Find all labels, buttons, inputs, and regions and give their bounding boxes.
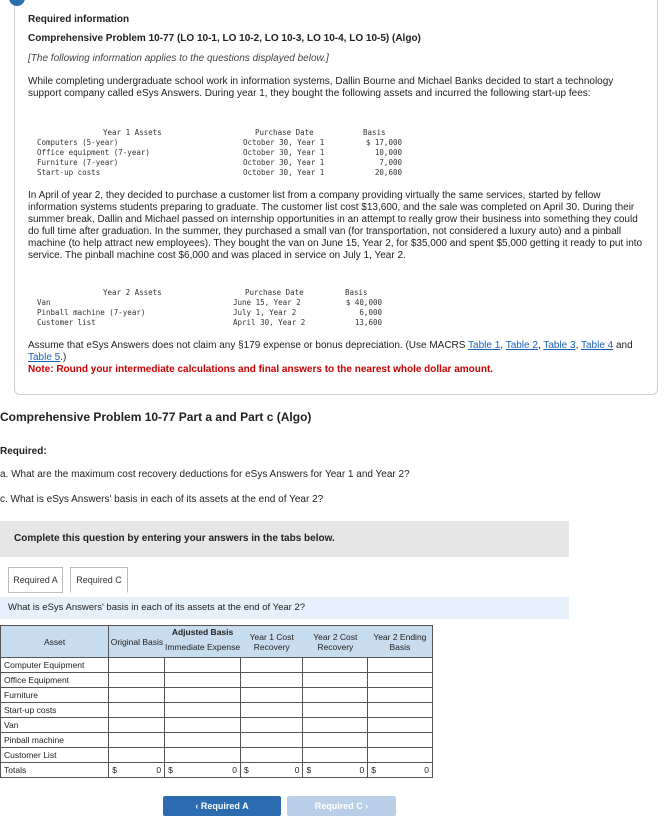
input-year1-recovery[interactable]	[240, 733, 303, 748]
prev-required-a-button[interactable]	[163, 796, 281, 816]
row-asset-label: Office Equipment	[1, 673, 109, 688]
input-ending-basis[interactable]	[368, 688, 433, 703]
total-value: 0	[424, 765, 429, 775]
info-marker-icon	[9, 0, 25, 6]
total-year1-recovery	[240, 763, 303, 778]
year1-row-asset: Office equipment (7-year)	[37, 148, 150, 157]
input-immediate-expense[interactable]	[165, 733, 241, 748]
total-value: 0	[156, 765, 162, 775]
total-value: 0	[359, 765, 365, 775]
part-title: Comprehensive Problem 10-77 Part a and Part c (Algo)	[0, 410, 312, 424]
year1-row-date: October 30, Year 1	[243, 158, 325, 167]
info-heading: Required information	[28, 14, 130, 25]
year2-row-asset: Pinball machine (7-year)	[37, 308, 146, 317]
input-year1-recovery[interactable]	[240, 703, 303, 718]
input-year2-recovery[interactable]	[303, 733, 368, 748]
table-1-link[interactable]: Table 1	[468, 340, 501, 351]
input-year2-recovery[interactable]	[303, 718, 368, 733]
year1-row-date: October 30, Year 1	[243, 148, 325, 157]
tab-required-c[interactable]: Required C	[70, 567, 128, 593]
header-immediate-expense: Immediate Expense	[165, 638, 241, 658]
year2-row-asset: Van	[37, 298, 51, 307]
total-value: 0	[232, 765, 237, 775]
total-ending-basis	[368, 763, 433, 778]
requirement-c: c. What is eSys Answers' basis in each of its assets at the end of Year 2?	[0, 494, 324, 505]
year1-row-date: October 30, Year 1	[243, 168, 325, 177]
input-year1-recovery[interactable]	[240, 673, 303, 688]
year1-row-basis: 10,000	[374, 148, 402, 157]
input-ending-basis[interactable]	[368, 748, 433, 763]
year1-assets-table	[37, 128, 417, 180]
year1-row-basis: 7,000	[379, 158, 402, 167]
row-asset-label: Computer Equipment	[1, 658, 109, 673]
intro-paragraph: While completing undergraduate school work in information systems, Dallin Bourne and Michael Banks decided to start a technology support company called eSys Answers. During year 1, they bought the following assets and incurred the following start-up fees:	[28, 76, 614, 99]
currency-sign: $	[168, 765, 173, 775]
chevron-right-icon: ›	[365, 801, 369, 811]
year2-row-basis: 6,000	[359, 308, 382, 317]
year2-row-basis: 13,600	[354, 318, 382, 327]
table-5-link[interactable]: Table 5	[28, 352, 61, 363]
currency-sign: $	[371, 765, 376, 775]
currency-sign: $	[306, 765, 312, 775]
header-year2-recovery: Year 2 Cost Recovery	[303, 626, 368, 658]
year1-row-basis: $ 17,000	[365, 138, 402, 147]
header-asset: Asset	[1, 626, 109, 658]
requirement-a: a. What are the maximum cost recovery deductions for eSys Answers for Year 1 and Year 2?	[0, 469, 410, 480]
input-ending-basis[interactable]	[368, 718, 433, 733]
input-immediate-expense[interactable]	[165, 673, 241, 688]
year2-row-date: April 30, Year 2	[233, 318, 306, 327]
row-asset-label: Furniture	[1, 688, 109, 703]
chevron-left-icon: ‹	[195, 801, 199, 811]
input-original-basis[interactable]	[109, 673, 165, 688]
prev-button-label: Required A	[200, 801, 249, 811]
input-immediate-expense[interactable]	[165, 718, 241, 733]
required-label: Required:	[0, 446, 47, 457]
input-year2-recovery[interactable]	[303, 673, 368, 688]
year2-header-asset: Year 2 Assets	[103, 288, 162, 297]
total-immediate-expense	[165, 763, 241, 778]
currency-sign: $	[243, 765, 249, 775]
problem-title: Comprehensive Problem 10-77 (LO 10-1, LO 10-2, LO 10-3, LO 10-4, LO 10-5) (Algo)	[28, 33, 421, 44]
next-required-c-button[interactable]	[287, 796, 396, 816]
header-adjusted-basis: Adjusted Basis	[165, 626, 241, 638]
year1-header-basis: Basis	[363, 128, 386, 137]
complete-instruction: Complete this question by entering your answers in the tabs below.	[14, 533, 335, 544]
currency-sign: $	[112, 765, 117, 775]
input-original-basis[interactable]	[109, 658, 165, 673]
instruction-band	[0, 521, 569, 557]
information-panel	[14, 0, 658, 395]
input-year1-recovery[interactable]	[240, 718, 303, 733]
year1-row-asset: Furniture (7-year)	[37, 158, 119, 167]
input-original-basis[interactable]	[109, 688, 165, 703]
header-original-basis: Original Basis	[109, 626, 165, 658]
year1-row-asset: Computers (5-year)	[37, 138, 119, 147]
row-asset-label: Start-up costs	[1, 703, 109, 718]
input-ending-basis[interactable]	[368, 733, 433, 748]
total-value: 0	[294, 765, 300, 775]
year2-header-basis: Basis	[345, 288, 368, 297]
total-year2-recovery	[303, 763, 368, 778]
year2-header-date: Purchase Date	[245, 288, 304, 297]
year1-header-asset: Year 1 Assets	[103, 128, 162, 137]
input-original-basis[interactable]	[109, 718, 165, 733]
year2-row-asset: Customer list	[37, 318, 96, 327]
input-original-basis[interactable]	[109, 703, 165, 718]
year1-row-date: October 30, Year 1	[243, 138, 325, 147]
year2-assets-table	[37, 288, 417, 330]
next-button-label: Required C	[314, 801, 363, 811]
input-year1-recovery[interactable]	[240, 688, 303, 703]
input-original-basis[interactable]	[109, 733, 165, 748]
input-immediate-expense[interactable]	[165, 703, 241, 718]
row-asset-label: Pinball machine	[1, 733, 109, 748]
input-ending-basis[interactable]	[368, 658, 433, 673]
input-year1-recovery[interactable]	[240, 748, 303, 763]
header-ending-basis: Year 2 Ending Basis	[368, 626, 433, 658]
input-ending-basis[interactable]	[368, 703, 433, 718]
year2-row-date: July 1, Year 2	[233, 308, 297, 317]
assume-text: Assume that eSys Answers does not claim any §179 expense or bonus depreciation. (Use MACRS	[28, 340, 469, 351]
question-bar	[0, 597, 569, 619]
row-asset-label: Customer List	[1, 748, 109, 763]
table-2-link[interactable]: Table 2	[505, 340, 538, 351]
year2-paragraph: In April of year 2, they decided to purchase a customer list from a company providing virtually the same services, started by fellow information systems students preparing to graduate. The customer list cost $13,600, and the sale was completed on April 30. During their summer break, Dallin and Michael passed on internship opportunities in an attempt to really grow their business into something they could do full time after graduation. In the summer, they purchased a small van (for transportation, not considered a luxury auto) and a pinball machine (to help attract new employees). They bought the van on June 15, Year 2, for $35,000 and spent $5,000 getting it ready to put into service. The pinball machine cost $6,000 and was placed in service on July 1, Year 2.	[28, 190, 643, 261]
input-original-basis[interactable]	[109, 748, 165, 763]
input-year2-recovery[interactable]	[303, 688, 368, 703]
basis-table	[0, 625, 433, 778]
input-immediate-expense[interactable]	[165, 748, 241, 763]
input-year2-recovery[interactable]	[303, 703, 368, 718]
assume-paragraph: Assume that eSys Answers does not claim any §179 expense or bonus depreciation. (Use MACRS Table 1, Table 2, Table 3, Table 4 and Table 5.)	[28, 340, 633, 363]
year2-row-basis: $ 40,000	[345, 298, 382, 307]
applies-note: [The following information applies to the questions displayed below.]	[28, 53, 329, 64]
totals-label: Totals	[1, 763, 109, 778]
total-original-basis	[109, 763, 165, 778]
year1-row-basis: 20,600	[374, 168, 402, 177]
input-ending-basis[interactable]	[368, 673, 433, 688]
header-year1-recovery: Year 1 Cost Recovery	[240, 626, 303, 658]
input-immediate-expense[interactable]	[165, 658, 241, 673]
input-immediate-expense[interactable]	[165, 688, 241, 703]
year1-row-asset: Start-up costs	[37, 168, 101, 177]
year1-header-date: Purchase Date	[255, 128, 314, 137]
row-asset-label: Van	[1, 718, 109, 733]
tab-required-a[interactable]: Required A	[8, 567, 63, 593]
table-4-link[interactable]: Table 4	[580, 340, 614, 351]
input-year1-recovery[interactable]	[240, 658, 303, 673]
question-text: What is eSys Answers' basis in each of its assets at the end of Year 2?	[8, 602, 306, 613]
year2-row-date: June 15, Year 2	[233, 298, 301, 307]
rounding-note: Note: Round your intermediate calculations and final answers to the nearest whole dollar amount.	[28, 364, 494, 375]
table-3-link[interactable]: Table 3	[543, 340, 576, 351]
input-year2-recovery[interactable]	[303, 748, 368, 763]
input-year2-recovery[interactable]	[303, 658, 368, 673]
